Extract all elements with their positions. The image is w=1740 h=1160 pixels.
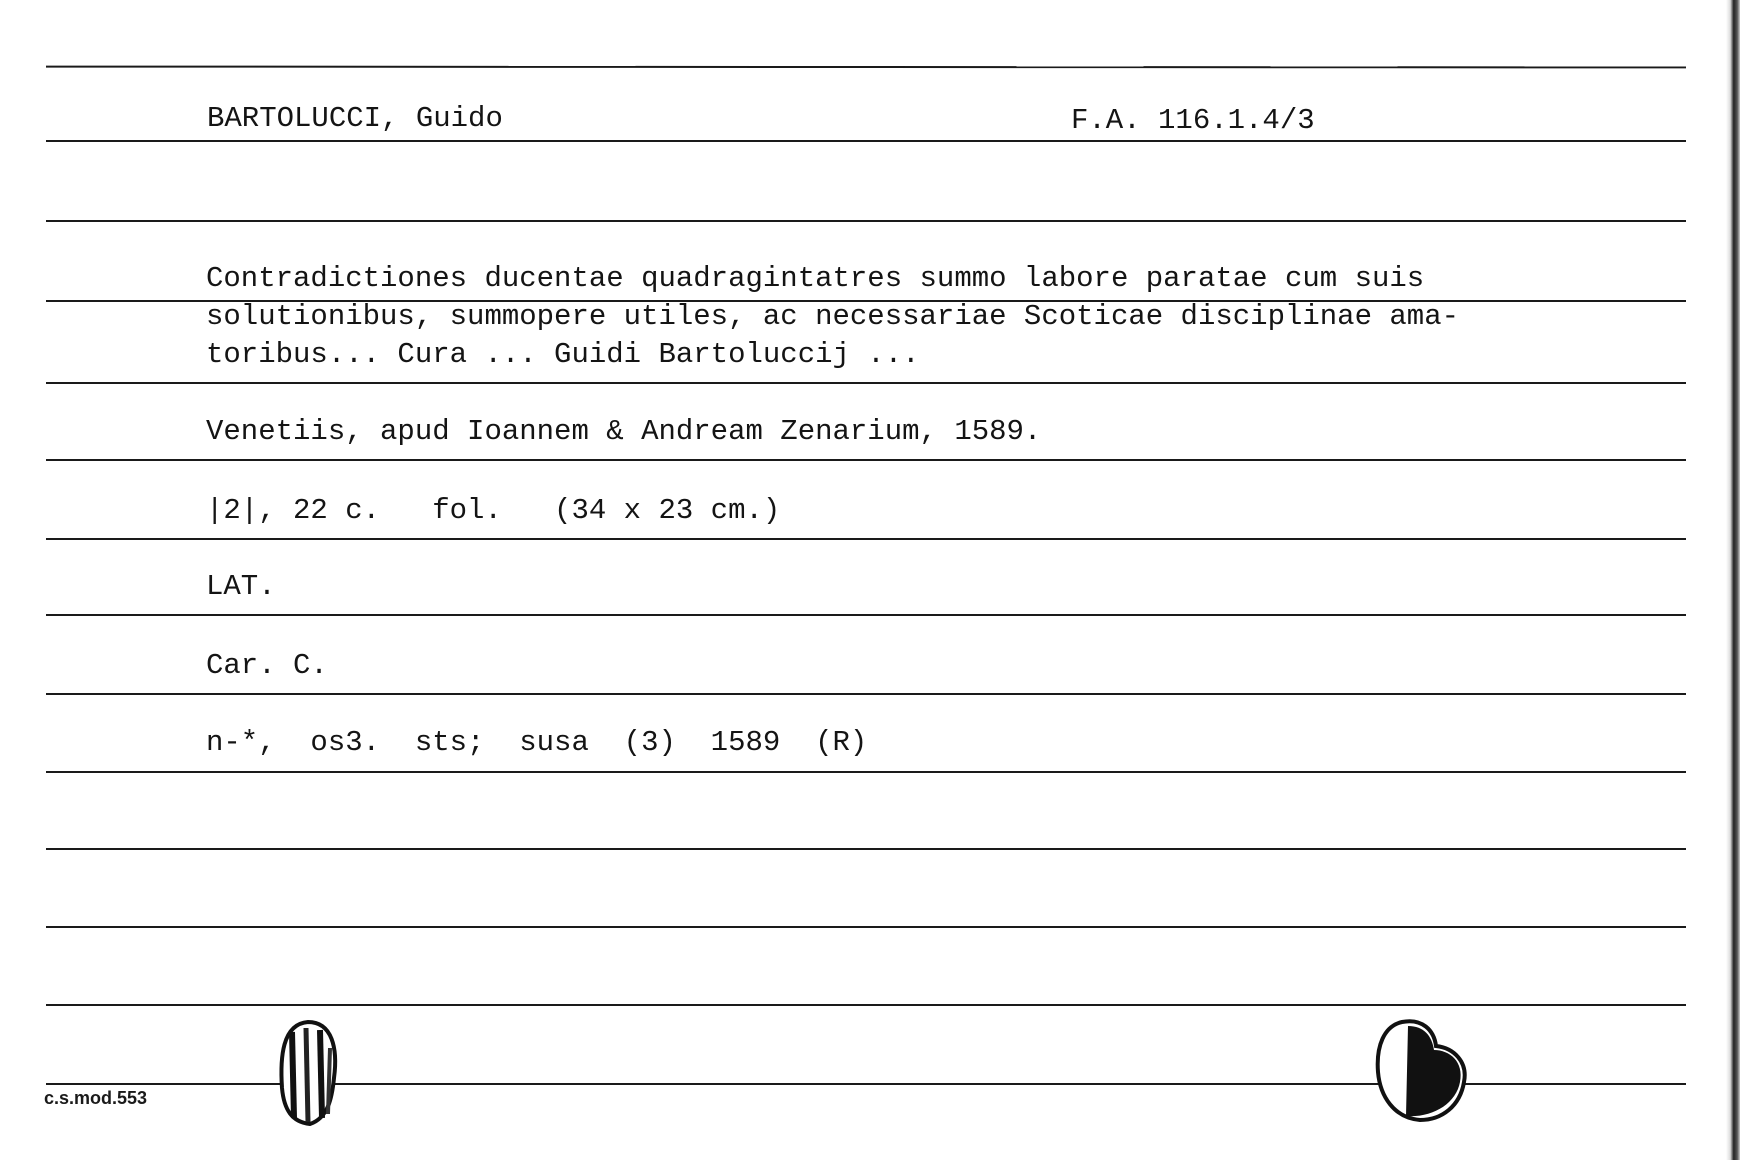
shelfmark: F.A. 116.1.4/3 [1071,104,1315,137]
rule-line [46,614,1686,616]
form-code: c.s.mod.553 [44,1088,148,1108]
fingerprint: n-*, os3. sts; susa (3) 1589 (R) [206,726,868,759]
rule-line [46,459,1686,461]
punch-hole-right [1372,1016,1472,1126]
imprint: Venetiis, apud Ioannem & Andream Zenarium, 1589. [206,415,1042,448]
rule-line [46,771,1686,773]
collation: |2|, 22 c. fol. (34 x 23 cm.) [206,494,781,527]
title-line: solutionibus, summopere utiles, ac necessariae Scoticae disciplinae ama- [206,300,1460,333]
rule-line [46,1004,1686,1006]
rule-line [46,926,1686,928]
punch-hole-left [272,1018,344,1128]
language: LAT. [206,570,276,603]
rule-line [46,538,1686,540]
rule-line [46,382,1686,384]
rule-line [46,220,1686,222]
title-line: toribus... Cura ... Guidi Bartoluccij ... [206,338,920,371]
rule-line [46,693,1686,695]
rule-line [46,848,1686,850]
rule-line [46,140,1686,142]
card-edge [1726,0,1740,1160]
rule-line [46,66,1686,69]
typeface-note: Car. C. [206,649,328,682]
author-heading: BARTOLUCCI, Guido [207,102,503,135]
title-line: Contradictiones ducentae quadragintatres summo labore paratae cum suis [206,262,1425,295]
